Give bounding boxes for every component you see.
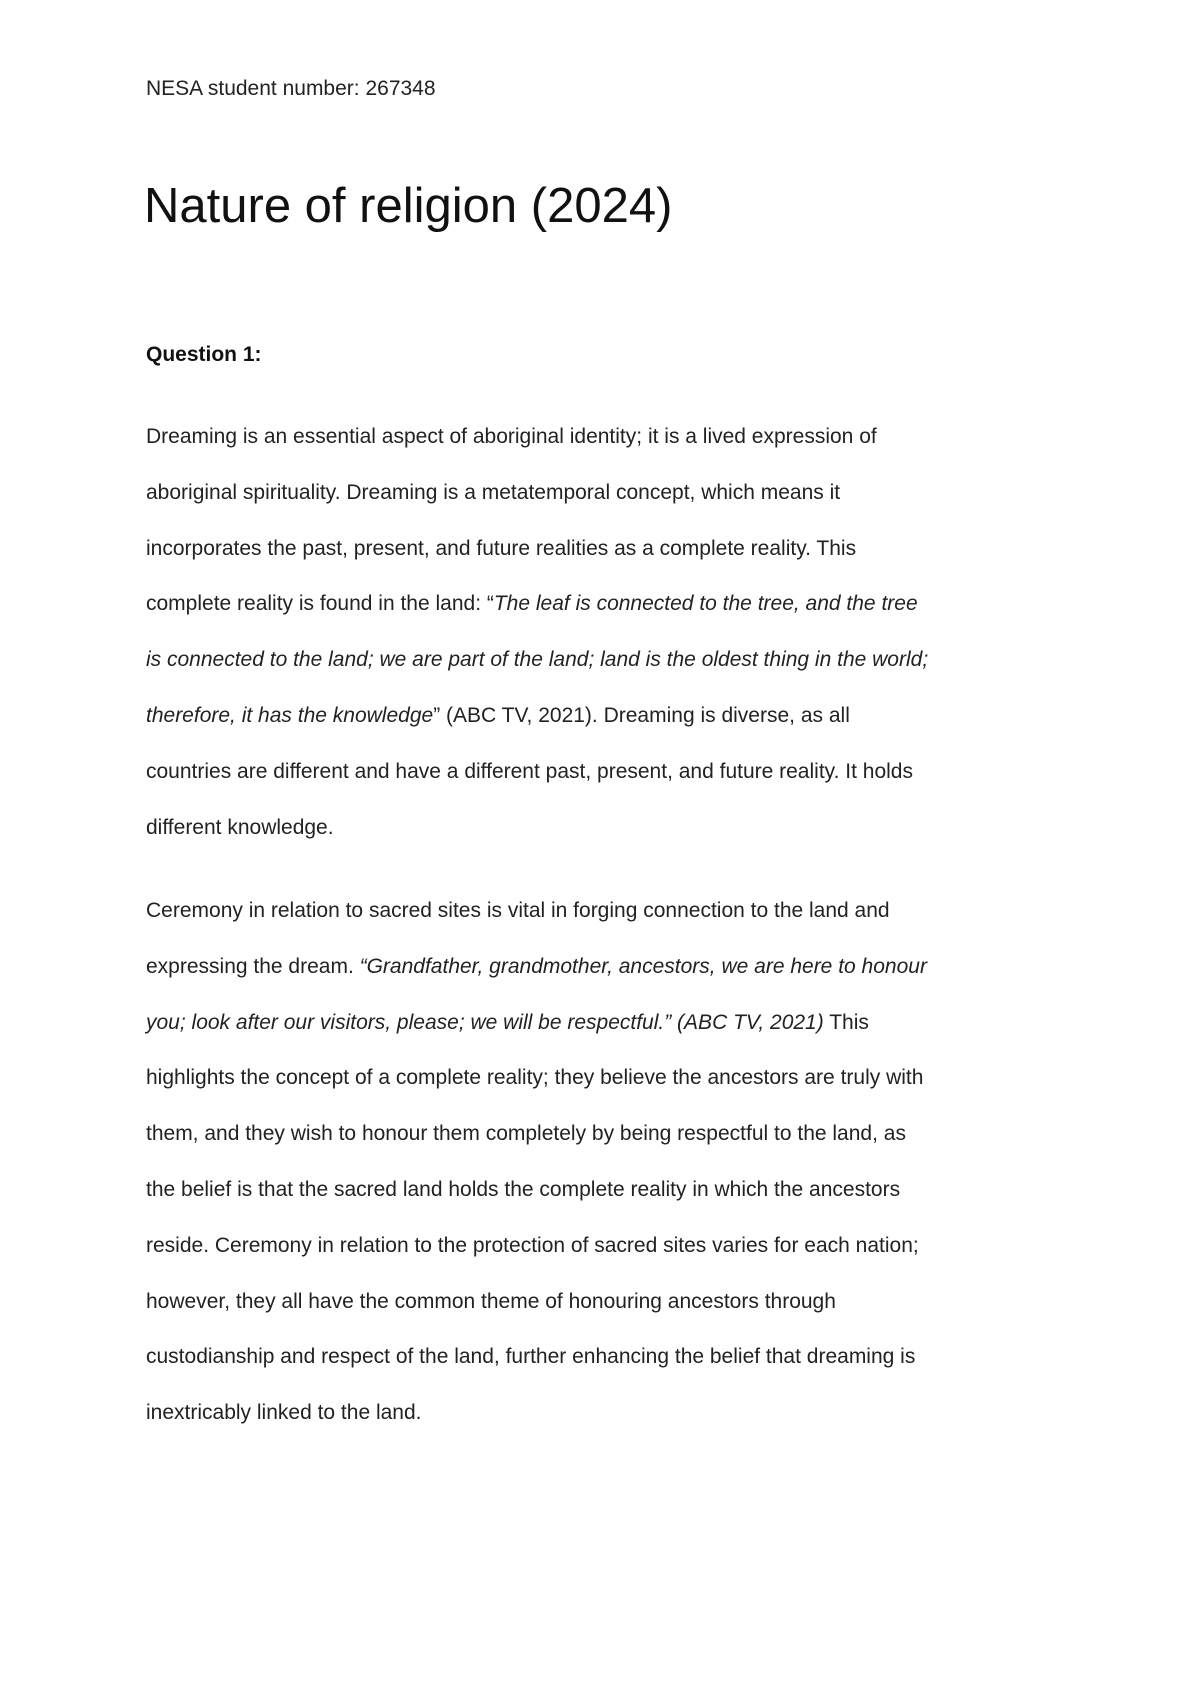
- paragraph-line: different knowledge.: [146, 815, 334, 839]
- paragraph-line: [146, 939, 1066, 995]
- quotation-text: you; look after our visitors, please; we will be respectful.” (ABC TV, 2021): [146, 1010, 824, 1034]
- paragraph-line: highlights the concept of a complete reality; they believe the ancestors are truly with: [146, 1066, 924, 1090]
- answer-paragraph-1: [146, 409, 1066, 855]
- paragraph-text: expressing the dream.: [146, 954, 360, 978]
- paragraph-line: inextricably linked to the land.: [146, 1401, 422, 1425]
- paragraph-line: countries are different and have a different past, present, and future reality. It holds: [146, 759, 913, 783]
- paragraph-line: them, and they wish to honour them completely by being respectful to the land, as: [146, 1122, 906, 1146]
- question-heading: Question 1:: [146, 343, 262, 366]
- paragraph-line: the belief is that the sacred land holds the complete reality in which the ancestors: [146, 1177, 901, 1201]
- paragraph-line: Ceremony in relation to sacred sites is vital in forging connection to the land and: [146, 899, 890, 922]
- quotation-text: therefore, it has the knowledge: [146, 703, 434, 727]
- quotation-text: “Grandfather, grandmother, ancestors, we are here to honour: [359, 954, 927, 978]
- paragraph-line: [146, 576, 1066, 632]
- paragraph-line: aboriginal spirituality. Dreaming is a metatemporal concept, which means it: [146, 480, 841, 504]
- answer-paragraph-2: [146, 883, 1066, 1441]
- student-number: NESA student number: 267348: [146, 77, 436, 100]
- document-title: Nature of religion (2024): [144, 179, 673, 233]
- paragraph-line: incorporates the past, present, and future realities as a complete reality. This: [146, 536, 857, 560]
- paragraph-line: [146, 995, 1066, 1051]
- quotation-line: is connected to the land; we are part of the land; land is the oldest thing in the world;: [146, 648, 929, 672]
- paragraph-line: custodianship and respect of the land, further enhancing the belief that dreaming is: [146, 1345, 916, 1369]
- paragraph-text: ” (ABC TV, 2021). Dreaming is diverse, as all: [433, 703, 850, 727]
- paragraph-line: Dreaming is an essential aspect of aboriginal identity; it is a lived expression of: [146, 425, 877, 448]
- paragraph-line: however, they all have the common theme of honouring ancestors through: [146, 1289, 836, 1313]
- paragraph-line: [146, 688, 1066, 744]
- paragraph-text: complete reality is found in the land: “: [146, 592, 494, 616]
- quotation-text: The leaf is connected to the tree, and the tree: [493, 592, 918, 616]
- paragraph-line: reside. Ceremony in relation to the protection of sacred sites varies for each nation;: [146, 1233, 919, 1257]
- paragraph-text: This: [823, 1010, 869, 1034]
